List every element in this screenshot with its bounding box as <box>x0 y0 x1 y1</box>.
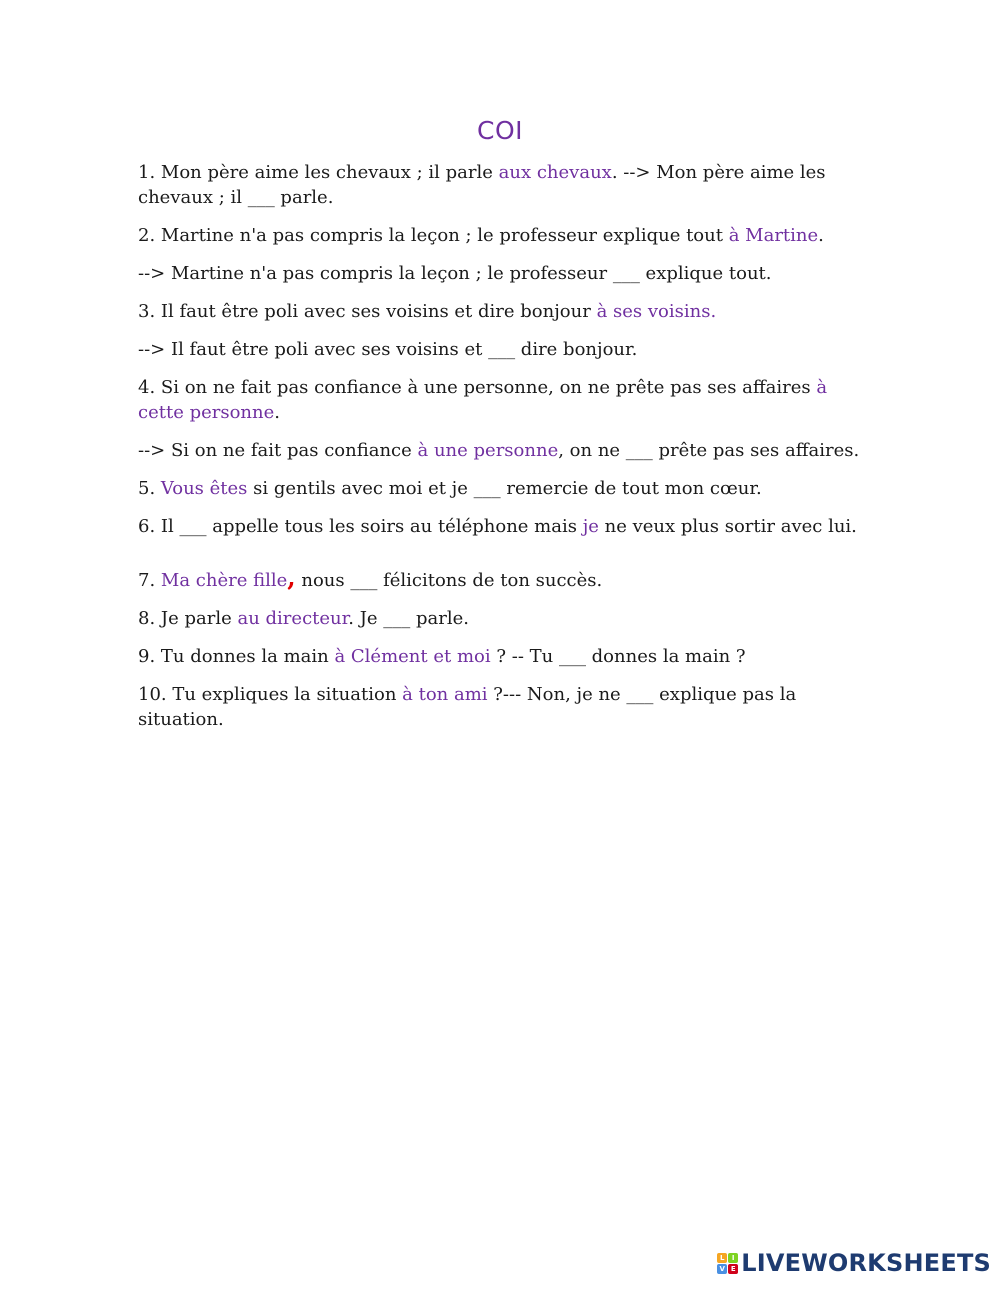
line-text: si gentils avec moi et je ___ remercie de tout mon cœur. <box>247 478 762 499</box>
exercise-line <box>138 606 863 631</box>
highlighted-phrase: à Martine <box>728 225 819 246</box>
line-text: 10. Tu expliques la situation <box>138 684 403 705</box>
exercise-line <box>138 565 863 593</box>
logo-mark-tile: V <box>717 1264 727 1274</box>
highlighted-phrase: je <box>582 516 599 537</box>
liveworksheets-logo <box>717 1249 991 1277</box>
red-comma: , <box>287 563 296 592</box>
line-text: --> Martine n'a pas compris la leçon ; le professeur ___ explique tout. <box>138 263 772 284</box>
exercise-line <box>138 223 863 248</box>
line-text: 6. Il ___ appelle tous les soirs au téléphone mais <box>138 516 583 537</box>
line-text: 5. <box>138 478 161 499</box>
highlighted-phrase: au directeur <box>237 608 349 629</box>
highlighted-phrase: à Clément et moi <box>334 646 491 667</box>
exercise-line <box>138 337 863 362</box>
logo-mark-tile: L <box>717 1253 727 1263</box>
line-text: 9. Tu donnes la main <box>138 646 335 667</box>
logo-mark-tile: E <box>728 1264 738 1274</box>
line-text: 4. Si on ne fait pas confiance à une personne, on ne prête pas ses affaires <box>138 377 817 398</box>
exercise-line <box>138 160 863 210</box>
line-text: ?--- Non, je ne ___ explique pas la situation. <box>138 684 797 730</box>
highlighted-phrase: Ma chère fille <box>160 570 288 591</box>
line-text: 2. Martine n'a pas compris la leçon ; le professeur explique tout <box>138 225 729 246</box>
exercise-line <box>138 644 863 669</box>
liveworksheets-logo-icon <box>717 1253 738 1274</box>
highlighted-phrase: à cette personne <box>138 377 828 423</box>
line-text: --> Si on ne fait pas confiance <box>138 440 418 461</box>
line-text: 1. Mon père aime les chevaux ; il parle <box>138 162 499 183</box>
line-text: ? -- Tu ___ donnes la main ? <box>490 646 746 667</box>
highlighted-phrase: aux chevaux <box>498 162 612 183</box>
exercise-line <box>138 514 863 539</box>
exercise-list <box>138 160 863 745</box>
highlighted-phrase: Vous êtes <box>160 478 248 499</box>
line-text: , on ne ___ prête pas ses affaires. <box>558 440 860 461</box>
line-text: --> Il faut être poli avec ses voisins et ___ dire bonjour. <box>138 339 638 360</box>
highlighted-phrase: à ses voisins. <box>596 301 717 322</box>
line-text: ne veux plus sortir avec lui. <box>598 516 857 537</box>
highlighted-phrase: à une personne <box>417 440 559 461</box>
line-text: . <box>818 225 824 246</box>
page-title: COI <box>476 116 523 145</box>
line-text: . Je ___ parle. <box>348 608 470 629</box>
exercise-line <box>138 299 863 324</box>
line-text: 3. Il faut être poli avec ses voisins et dire bonjour <box>138 301 597 322</box>
line-text: . <box>274 402 280 423</box>
exercise-line <box>138 261 863 286</box>
line-text: 8. Je parle <box>138 608 238 629</box>
logo-mark-tile: I <box>728 1253 738 1263</box>
line-text: 7. <box>138 570 161 591</box>
highlighted-phrase: à ton ami <box>402 684 488 705</box>
exercise-line <box>138 476 863 501</box>
exercise-line <box>138 438 863 463</box>
exercise-line <box>138 682 863 732</box>
line-text: . --> Mon père aime les chevaux ; il ___ parle. <box>138 162 826 208</box>
exercise-line <box>138 375 863 425</box>
logo-text: LIVEWORKSHEETS <box>741 1249 991 1277</box>
line-text: nous ___ félicitons de ton succès. <box>295 570 603 591</box>
